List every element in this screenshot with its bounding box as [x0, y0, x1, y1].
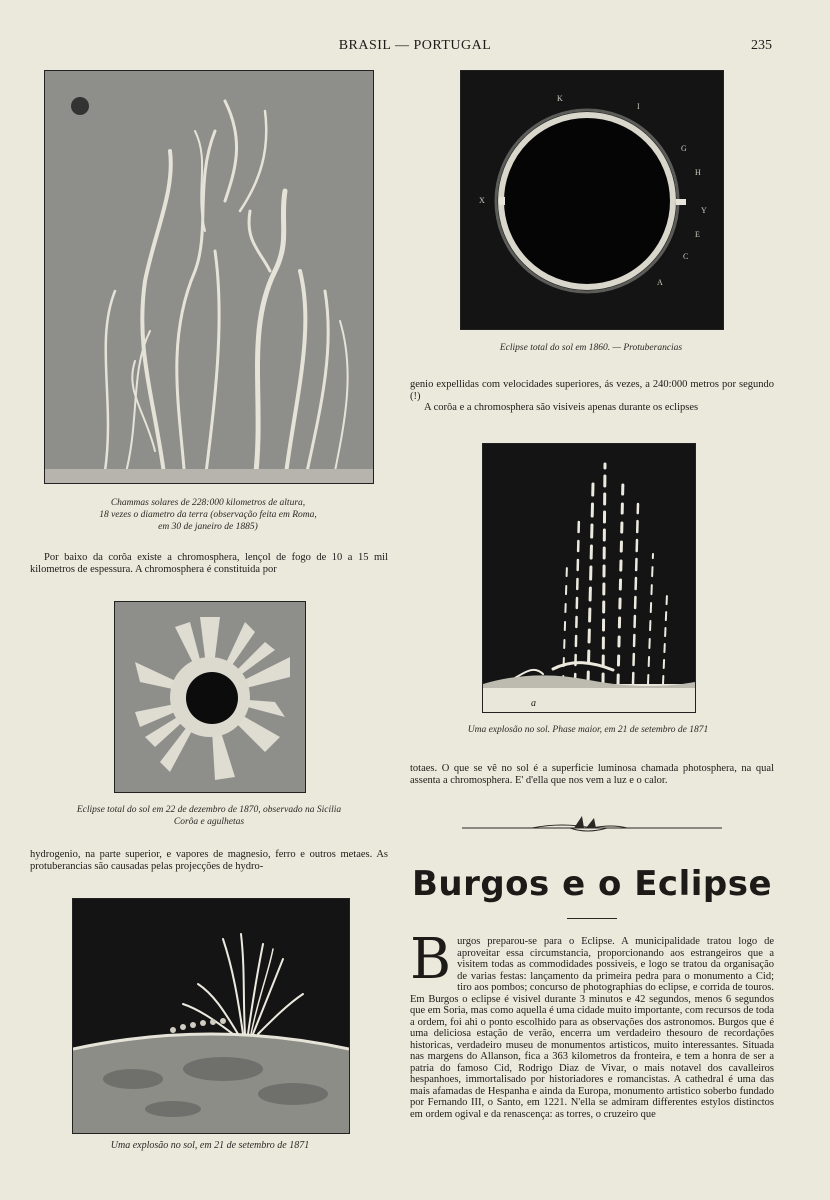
- text-block-right-2: [410, 763, 774, 786]
- caption-line: Eclipse total do sol em 22 de dezembro de 1870, observado na Sicilia: [76, 805, 342, 815]
- figure-solar-flames: [44, 70, 374, 484]
- caption-line: em 30 de janeiro de 1885): [158, 522, 258, 532]
- eclipse-label-g: G: [681, 144, 687, 153]
- paragraph: genio expellidas com velocidades superiores, ás vezes, a 240:000 metros por segundo (!): [410, 379, 774, 402]
- caption-line: Corôa e agulhetas: [173, 817, 245, 827]
- drop-cap: B: [410, 927, 452, 992]
- caption-line: Uma explosão no sol. Phase maior, em 21 de setembro de 1871: [467, 725, 709, 735]
- figure-explosion-1871-caption: [72, 1140, 348, 1152]
- paragraph: hydrogenio, na parte superior, e vapores de magnesio, ferro e outros metaes. As protuberancias são causadas pelas projecções de hydro-: [30, 849, 388, 872]
- eclipse-label-x: X: [479, 196, 485, 205]
- eclipse-label-a: A: [657, 278, 663, 287]
- paragraph: totaes. O que se vê no sol é a superficie luminosa chamada photosphera, na qual assenta a chromosphera. E' d'ella que nos vem a luz e o calor.: [410, 763, 774, 786]
- article-text: urgos preparou-se para o Eclipse. A municipalidade tratou logo de aproveitar essa circumstancia, proporcionando aos estrangeiros que a visitem todas as commodidades possiveis, e logo se tratou da organisação de varias festas: lançamento da primeira pedra para o monumento a Cid; tiro aos pombos; concurso de photographias do eclipse, e corrida de touros. Em Burgos o eclipse é visivel durante 3 minutos e 42 segundos, menos 6 segundos que em Soria, mas como aquella é uma cidade muito importante, com recursos de toda a ordem, foi ahi o ponto escolhido para as observações dos astronomos. Burgos que é uma deliciosa estação de verão, encerra um verdadeiro thesouro de recordações historicas, verdadeiro museu de monumentos artisticos, muito interessantes. Situada nas margens do Allanson, fica a 363 kilometros da fronteira, e tem a honra de ser a patria do famoso Cid, Rodrigo Diaz de Vivar, o mais notavel dos cavalleiros hespanhoes, immortalisado por historiadores e romancistas. A cathedral é uma das mais afamadas de Hespanha e ainda da Europa, monumento artistico soberbo fundado por Fernando III, o Santo, em 1221. N'ella se admiram differentes estylos distinctos em ordem ogival e da renascença: as torres, o cruzeiro que: [410, 936, 774, 1120]
- text-block-left-1: [30, 552, 388, 575]
- figure-explosion-phase-maior: [482, 443, 696, 713]
- figure-eclipse-1860-caption: [440, 342, 742, 354]
- caption-line: Chammas solares de 228:000 kilometros de altura,: [110, 498, 306, 508]
- running-header: BRASIL — PORTUGAL: [338, 38, 492, 53]
- figure-eclipse-1870-caption: [30, 804, 388, 828]
- figure-eclipse-1860: [460, 70, 724, 330]
- eclipse-label-c: C: [683, 252, 689, 261]
- title-underline: [567, 918, 617, 919]
- paragraph: A corôa e a chromosphera são visiveis apenas durante os eclipses: [424, 402, 699, 413]
- eclipse-label-k: K: [557, 94, 563, 103]
- figure-solar-flames-caption: [44, 497, 372, 533]
- text-block-left-2: [30, 849, 388, 872]
- eclipse-label-h: H: [695, 168, 701, 177]
- ornamental-divider: [462, 812, 722, 836]
- eclipse-label-e: E: [695, 230, 700, 239]
- text-block-right-1: [410, 379, 774, 414]
- article-body: [410, 927, 774, 1120]
- caption-line: Eclipse total do sol em 1860. — Protuberancias: [499, 343, 683, 353]
- eclipse-label-y: Y: [701, 206, 707, 215]
- caption-line: 18 vezes o diametro da terra (observação feita em Roma,: [99, 510, 317, 520]
- article-title: Burgos e o Eclipse: [411, 864, 773, 904]
- eclipse-label-i: I: [637, 102, 640, 111]
- paragraph: Por baixo da corôa existe a chromosphera, lençol de fogo de 10 a 15 mil kilometros de espessura. A chromosphera é constituida por: [30, 552, 388, 575]
- figure-eclipse-1870-sicily: [114, 601, 306, 793]
- figure-explosion-1871: [72, 898, 350, 1134]
- figure-explosion-phase-maior-caption: [420, 724, 756, 736]
- caption-line: Uma explosão no sol, em 21 de setembro de 1871: [110, 1140, 310, 1151]
- explosion-label-a: a: [531, 698, 536, 709]
- page-number: 235: [751, 38, 772, 53]
